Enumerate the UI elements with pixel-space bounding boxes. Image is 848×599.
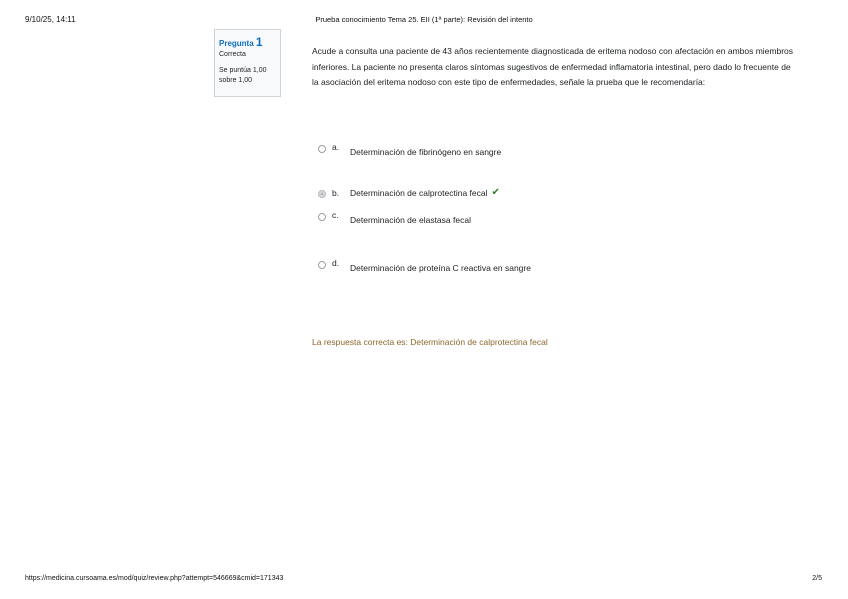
grade-line-1: Se puntúa 1,00 [219,67,267,74]
answer-label: Determinación de elastasa fecal [350,215,471,225]
answer-option-b[interactable] [318,188,500,198]
answer-option-c[interactable] [318,211,471,225]
question-label: Pregunta [219,39,254,48]
answer-letter: a. [332,142,340,152]
print-title: Prueba conocimiento Tema 25. EII (1ª parte): Revisión del intento [315,15,533,24]
answer-label: Determinación de fibrinógeno en sangre [350,147,502,157]
question-state: Correcta [219,51,246,58]
answer-letter: b. [332,188,340,198]
radio-button[interactable] [318,261,326,269]
question-number [219,35,276,49]
answer-option-a[interactable] [318,143,501,157]
grade-line-2: sobre 1,00 [219,77,253,84]
answer-label: Determinación de calprotectina fecal [350,188,488,198]
radio-button[interactable] [318,213,326,221]
answer-letter: d. [332,258,340,268]
radio-button[interactable] [318,145,326,153]
question-grade [219,66,276,86]
answer-letter: c. [332,210,339,220]
question-info-box [214,29,281,97]
radio-button-selected[interactable] [318,190,326,198]
answer-label: Determinación de proteína C reactiva en sangre [350,263,531,273]
page-number: 2/5 [812,575,822,582]
correct-answer-feedback: La respuesta correcta es: Determinación de calprotectina fecal [312,337,548,347]
print-date: 9/10/25, 14:11 [25,15,76,24]
check-icon: ✔ [491,187,500,198]
print-url: https://medicina.cursoama.es/mod/quiz/review.php?attempt=546669&cmid=171343 [25,575,284,582]
question-text: Acude a consulta una paciente de 43 años recientemente diagnosticada de eritema nodoso con afectación en ambos miembros inferiores. La paciente no presenta claros síntomas sugestivos de enfermedad inflamatoria intestinal, pero dado lo frecuente de la asociación del eritema nodoso con este tipo de enfermedades, señale la prueba que le recomendaría: [312,46,794,87]
answer-option-d[interactable] [318,259,531,273]
question-number-value: 1 [255,35,263,49]
